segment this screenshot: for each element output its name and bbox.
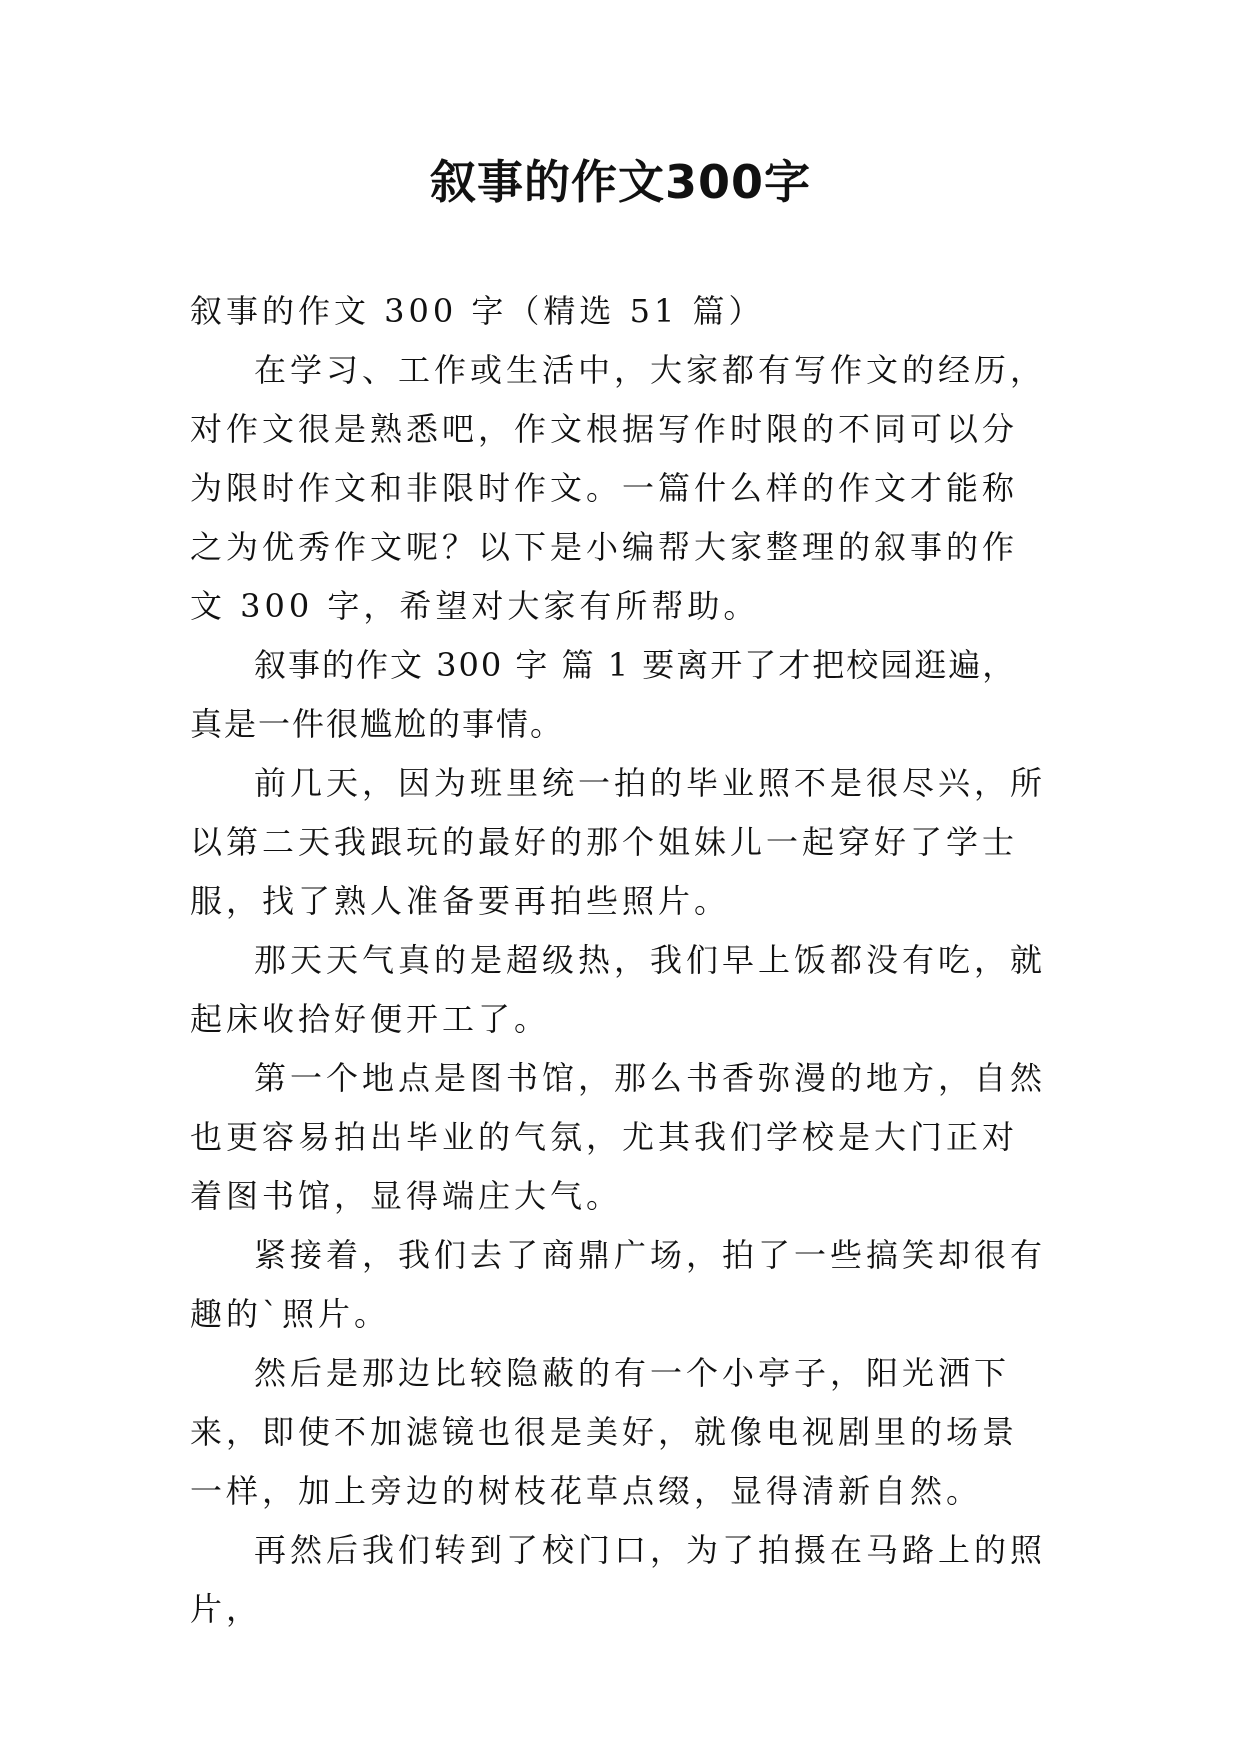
- document-subtitle: 叙事的作文 300 字（精选 51 篇）: [190, 292, 765, 330]
- paragraph-intro: 在学习、工作或生活中，大家都有写作文的经历，对作文很是熟悉吧，作文根据写作时限的不同可以分为限时作文和非限时作文。一篇什么样的作文才能称之为优秀作文呢？以下是小编帮大家整理的叙事的作文 300 字，希望对大家有所帮助。: [190, 351, 1047, 625]
- paragraph-shangding-square: 紧接着，我们去了商鼎广场，拍了一些搞笑却很有趣的`照片。: [190, 1236, 1047, 1333]
- paragraph-pavilion: 然后是那边比较隐蔽的有一个小亭子，阳光洒下来，即使不加滤镜也很是美好，就像电视剧里的场景一样，加上旁边的树枝花草点缀，显得清新自然。: [190, 1354, 1019, 1510]
- document-body: [190, 282, 1050, 1639]
- paragraph-school-gate: 再然后我们转到了校门口，为了拍摄在马路上的照片，: [190, 1531, 1047, 1628]
- paragraph-graduation-photos: 前几天，因为班里统一拍的毕业照不是很尽兴，所以第二天我跟玩的最好的那个姐妹儿一起穿好了学士服，找了熟人准备要再拍些照片。: [190, 764, 1047, 920]
- paragraph-hot-weather: 那天天气真的是超级热，我们早上饭都没有吃，就起床收拾好便开工了。: [190, 941, 1047, 1038]
- document-title: 叙事的作文300字: [429, 155, 812, 209]
- paragraph-library: 第一个地点是图书馆，那么书香弥漫的地方，自然也更容易拍出毕业的气氛，尤其我们学校是大门正对着图书馆，显得端庄大气。: [190, 1059, 1047, 1215]
- paragraph-essay-1-heading: 叙事的作文 300 字 篇 1 要离开了才把校园逛遍，真是一件很尴尬的事情。: [190, 646, 1017, 743]
